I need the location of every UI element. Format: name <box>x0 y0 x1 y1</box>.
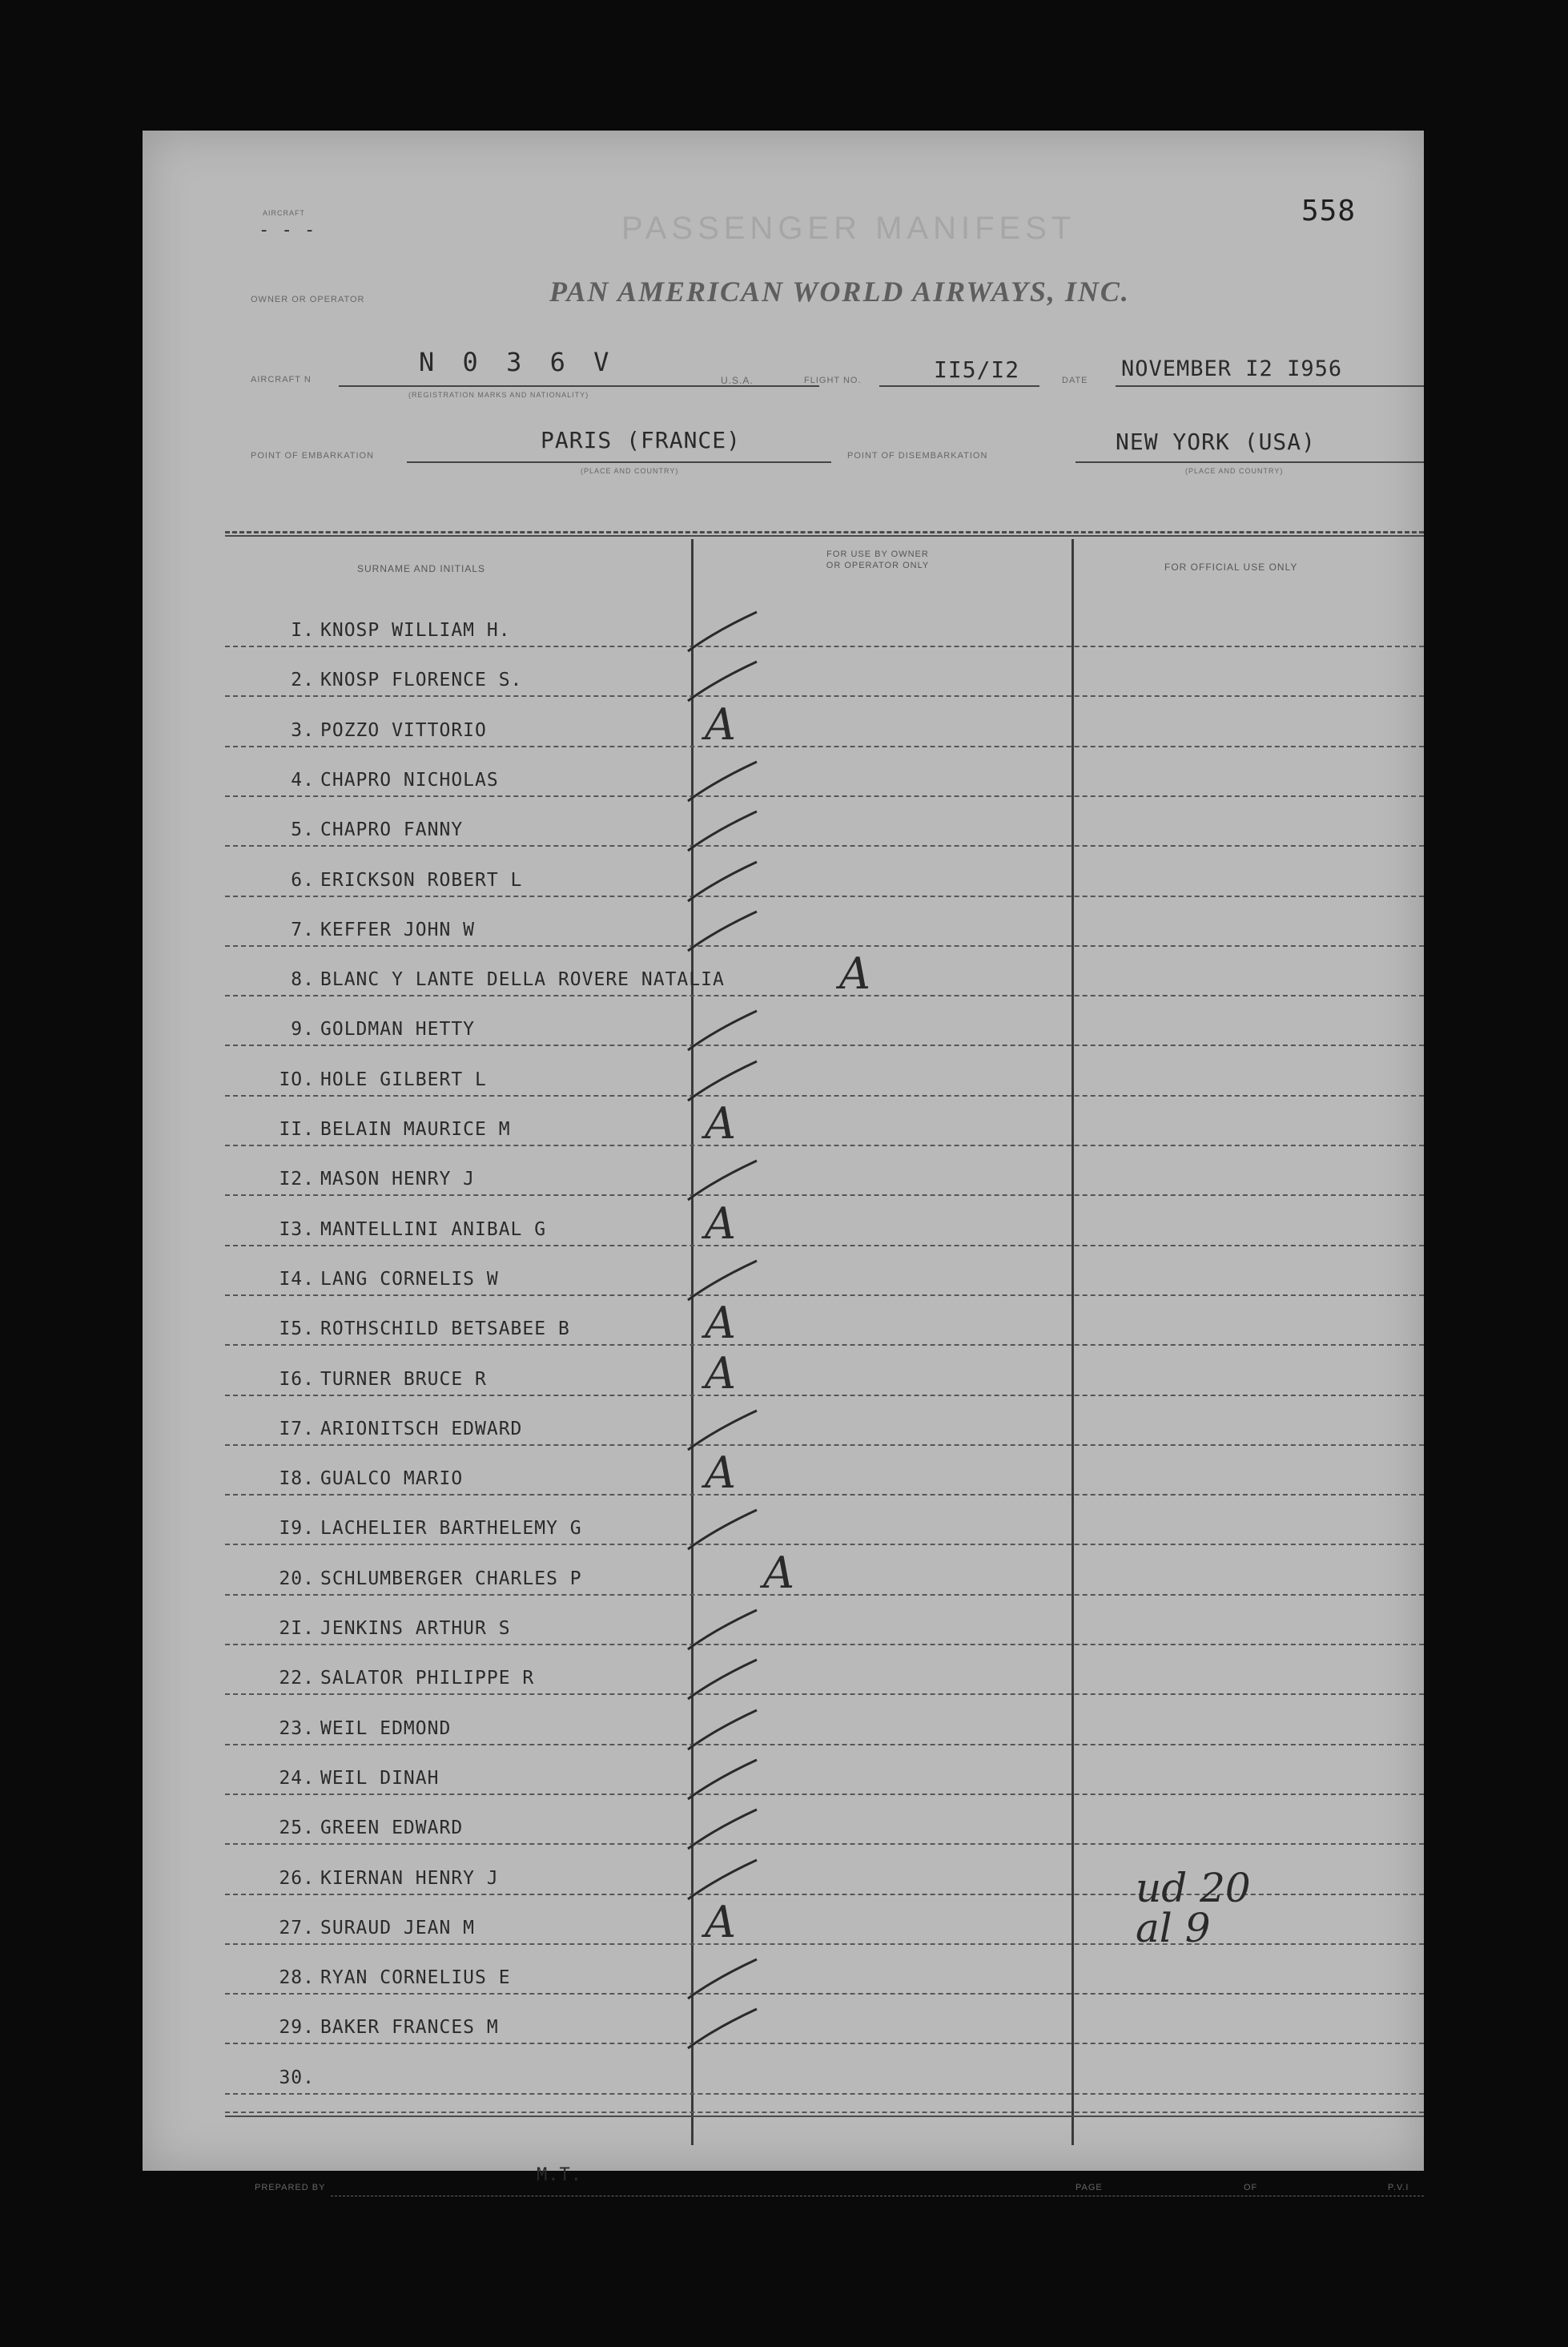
manifest-page <box>143 131 1424 2192</box>
row-rule <box>225 1045 1424 1046</box>
flight-date: NOVEMBER I2 I956 <box>1121 356 1343 381</box>
row-rule <box>225 1145 1424 1146</box>
passenger-name: BELAIN MAURICE M <box>320 1119 511 1140</box>
row-rule <box>225 995 1424 996</box>
passenger-name: KIERNAN HENRY J <box>320 1867 499 1889</box>
check-mark-icon <box>683 1156 763 1204</box>
row-number: 2I. <box>279 1618 315 1639</box>
row-number: I8. <box>279 1468 315 1490</box>
passenger-name: BAKER FRANCES M <box>320 2017 499 2039</box>
check-mark-icon <box>683 857 763 905</box>
disembarkation-value: NEW YORK (USA) <box>1116 429 1317 455</box>
row-number: I4. <box>279 1268 315 1290</box>
column-header-surname: SURNAME AND INITIALS <box>357 563 486 574</box>
check-mark-icon <box>683 657 763 705</box>
passenger-name: KEFFER JOHN W <box>320 919 476 940</box>
check-mark-icon <box>683 1655 763 1703</box>
passenger-name: WEIL DINAH <box>320 1767 440 1789</box>
check-mark-icon <box>683 1505 763 1553</box>
row-number: 26. <box>279 1867 315 1889</box>
check-mark-icon <box>683 807 763 855</box>
check-mark-icon <box>683 1256 763 1304</box>
row-rule <box>225 1494 1424 1496</box>
passenger-name: LANG CORNELIS W <box>320 1268 499 1290</box>
check-mark-icon <box>683 1406 763 1454</box>
alien-mark: A <box>705 1198 736 1249</box>
corner-label: AIRCRAFT <box>263 209 305 217</box>
row-rule <box>225 1095 1424 1097</box>
row-rule <box>225 1793 1424 1795</box>
check-mark-icon <box>683 907 763 955</box>
passenger-name: CHAPRO FANNY <box>320 819 464 841</box>
embarkation-value: PARIS (FRANCE) <box>541 427 742 453</box>
check-mark-icon <box>683 1006 763 1054</box>
row-number: I6. <box>279 1368 315 1390</box>
row-number: II. <box>279 1119 315 1140</box>
row-rule <box>225 646 1424 647</box>
row-number: IO. <box>279 1069 315 1090</box>
aircraft-registration: N 0 3 6 V <box>419 347 616 377</box>
passenger-name: KNOSP FLORENCE S. <box>320 670 523 691</box>
prepared-by-value: M.T. <box>537 2165 582 2185</box>
embarkation-caption: (PLACE AND COUNTRY) <box>581 467 679 475</box>
row-number: 25. <box>279 1818 315 1839</box>
alien-mark: A <box>705 1347 736 1399</box>
owner-use-line1: FOR USE BY OWNER <box>826 550 929 559</box>
passenger-name: SURAUD JEAN M <box>320 1917 476 1938</box>
passenger-name: ARIONITSCH EDWARD <box>320 1418 523 1439</box>
aircraft-label: AIRCRAFT N <box>251 375 312 384</box>
check-mark-icon <box>683 2004 763 2052</box>
row-rule <box>225 2093 1424 2095</box>
check-mark-icon <box>683 1605 763 1653</box>
row-number: 6. <box>291 869 315 891</box>
row-number: 20. <box>279 1568 315 1589</box>
row-number: 24. <box>279 1767 315 1789</box>
check-mark-icon <box>683 1057 763 1105</box>
row-rule <box>225 1644 1424 1645</box>
passenger-name: KNOSP WILLIAM H. <box>320 620 511 641</box>
row-number: 9. <box>291 1019 315 1041</box>
passenger-name: BLANC Y LANTE DELLA ROVERE NATALIA <box>320 969 725 991</box>
row-rule <box>225 1294 1424 1296</box>
page-label: PAGE <box>1075 2183 1103 2192</box>
check-mark-icon <box>683 1705 763 1753</box>
row-number: 27. <box>279 1917 315 1938</box>
passenger-name: HOLE GILBERT L <box>320 1069 487 1090</box>
passenger-name: RYAN CORNELIUS E <box>320 1967 511 1989</box>
row-number: 2. <box>291 670 315 691</box>
row-number: I7. <box>279 1418 315 1439</box>
row-rule <box>225 1395 1424 1396</box>
footer-tail: P.V.I <box>1388 2183 1409 2192</box>
passenger-name: ERICKSON ROBERT L <box>320 869 523 891</box>
row-rule <box>225 1843 1424 1845</box>
column-header-owner-use <box>798 549 958 571</box>
owner-label: OWNER OR OPERATOR <box>251 295 365 304</box>
row-number: 22. <box>279 1668 315 1689</box>
handwritten-tally-line2: al 9 <box>1136 1905 1211 1951</box>
owner-use-line2: OR OPERATOR ONLY <box>826 561 930 570</box>
aircraft-caption: (REGISTRATION MARKS AND NATIONALITY) <box>408 391 589 399</box>
row-rule <box>225 1594 1424 1596</box>
alien-mark: A <box>705 1447 736 1499</box>
of-label: OF <box>1244 2183 1258 2192</box>
row-number: I2. <box>279 1169 315 1190</box>
row-rule <box>225 1744 1424 1745</box>
flight-label: FLIGHT NO. <box>804 376 862 385</box>
row-rule <box>225 1344 1424 1346</box>
passenger-name: MASON HENRY J <box>320 1169 476 1190</box>
row-rule <box>225 2043 1424 2044</box>
row-number: I9. <box>279 1518 315 1540</box>
passenger-name: GOLDMAN HETTY <box>320 1019 476 1041</box>
row-number: 30. <box>279 2067 315 2088</box>
alien-mark: A <box>705 1298 736 1349</box>
row-number: 28. <box>279 1967 315 1989</box>
check-mark-icon <box>683 757 763 805</box>
page-stamp: 558 <box>1301 195 1357 227</box>
check-mark-icon <box>683 607 763 655</box>
row-number: I5. <box>279 1318 315 1340</box>
alien-mark: A <box>705 1098 736 1149</box>
passenger-name: CHAPRO NICHOLAS <box>320 769 499 791</box>
usa-label: U.S.A. <box>721 375 754 386</box>
disembarkation-caption: (PLACE AND COUNTRY) <box>1185 467 1284 475</box>
row-number: I3. <box>279 1218 315 1240</box>
row-number: 23. <box>279 1717 315 1739</box>
passenger-name: POZZO VITTORIO <box>320 719 487 741</box>
document-title: PASSENGER MANIFEST <box>621 211 1076 246</box>
passenger-name: GUALCO MARIO <box>320 1468 464 1490</box>
passenger-name: WEIL EDMOND <box>320 1717 452 1739</box>
row-number: 4. <box>291 769 315 791</box>
row-number: 7. <box>291 919 315 940</box>
check-mark-icon <box>683 1805 763 1853</box>
disembarkation-label: POINT OF DISEMBARKATION <box>847 451 988 461</box>
prepared-by-label: PREPARED BY <box>255 2183 326 2192</box>
alien-mark: A <box>705 698 736 750</box>
passenger-name: ROTHSCHILD BETSABEE B <box>320 1318 570 1340</box>
flight-number: II5/I2 <box>934 356 1020 383</box>
row-rule <box>225 1194 1424 1196</box>
passenger-name: LACHELIER BARTHELEMY G <box>320 1518 582 1540</box>
row-rule <box>225 695 1424 697</box>
check-mark-icon <box>683 1954 763 2003</box>
row-rule <box>225 1444 1424 1446</box>
row-rule <box>225 1245 1424 1246</box>
passenger-name: TURNER BRUCE R <box>320 1368 487 1390</box>
date-label: DATE <box>1062 376 1088 385</box>
alien-mark: A <box>763 1547 794 1598</box>
passenger-name: JENKINS ARTHUR S <box>320 1618 511 1639</box>
row-number: I. <box>291 620 315 641</box>
passenger-name: MANTELLINI ANIBAL G <box>320 1218 547 1240</box>
row-rule <box>225 896 1424 897</box>
row-rule <box>225 945 1424 947</box>
check-mark-icon <box>683 1755 763 1803</box>
row-rule <box>225 1693 1424 1695</box>
row-rule <box>225 1993 1424 1995</box>
row-rule <box>225 746 1424 747</box>
check-mark-icon <box>683 1855 763 1903</box>
row-rule <box>225 1943 1424 1945</box>
row-number: 8. <box>291 969 315 991</box>
embarkation-label: POINT OF EMBARKATION <box>251 451 375 461</box>
row-number: 5. <box>291 819 315 841</box>
corner-mark: - - - <box>259 220 316 240</box>
handwritten-tally-line1: ud 20 <box>1136 1865 1251 1911</box>
operator-name: PAN AMERICAN WORLD AIRWAYS, INC. <box>549 276 1130 308</box>
row-rule <box>225 795 1424 797</box>
row-rule <box>225 845 1424 847</box>
passenger-name: SCHLUMBERGER CHARLES P <box>320 1568 582 1589</box>
alien-mark: A <box>839 948 870 1000</box>
alien-mark: A <box>705 1896 736 1947</box>
column-divider-2 <box>1071 539 1074 2145</box>
passenger-name: SALATOR PHILIPPE R <box>320 1668 535 1689</box>
row-rule <box>225 1544 1424 1545</box>
row-number: 29. <box>279 2017 315 2039</box>
column-header-official: FOR OFFICIAL USE ONLY <box>1164 562 1298 573</box>
row-number: 3. <box>291 719 315 741</box>
passenger-name: GREEN EDWARD <box>320 1818 464 1839</box>
